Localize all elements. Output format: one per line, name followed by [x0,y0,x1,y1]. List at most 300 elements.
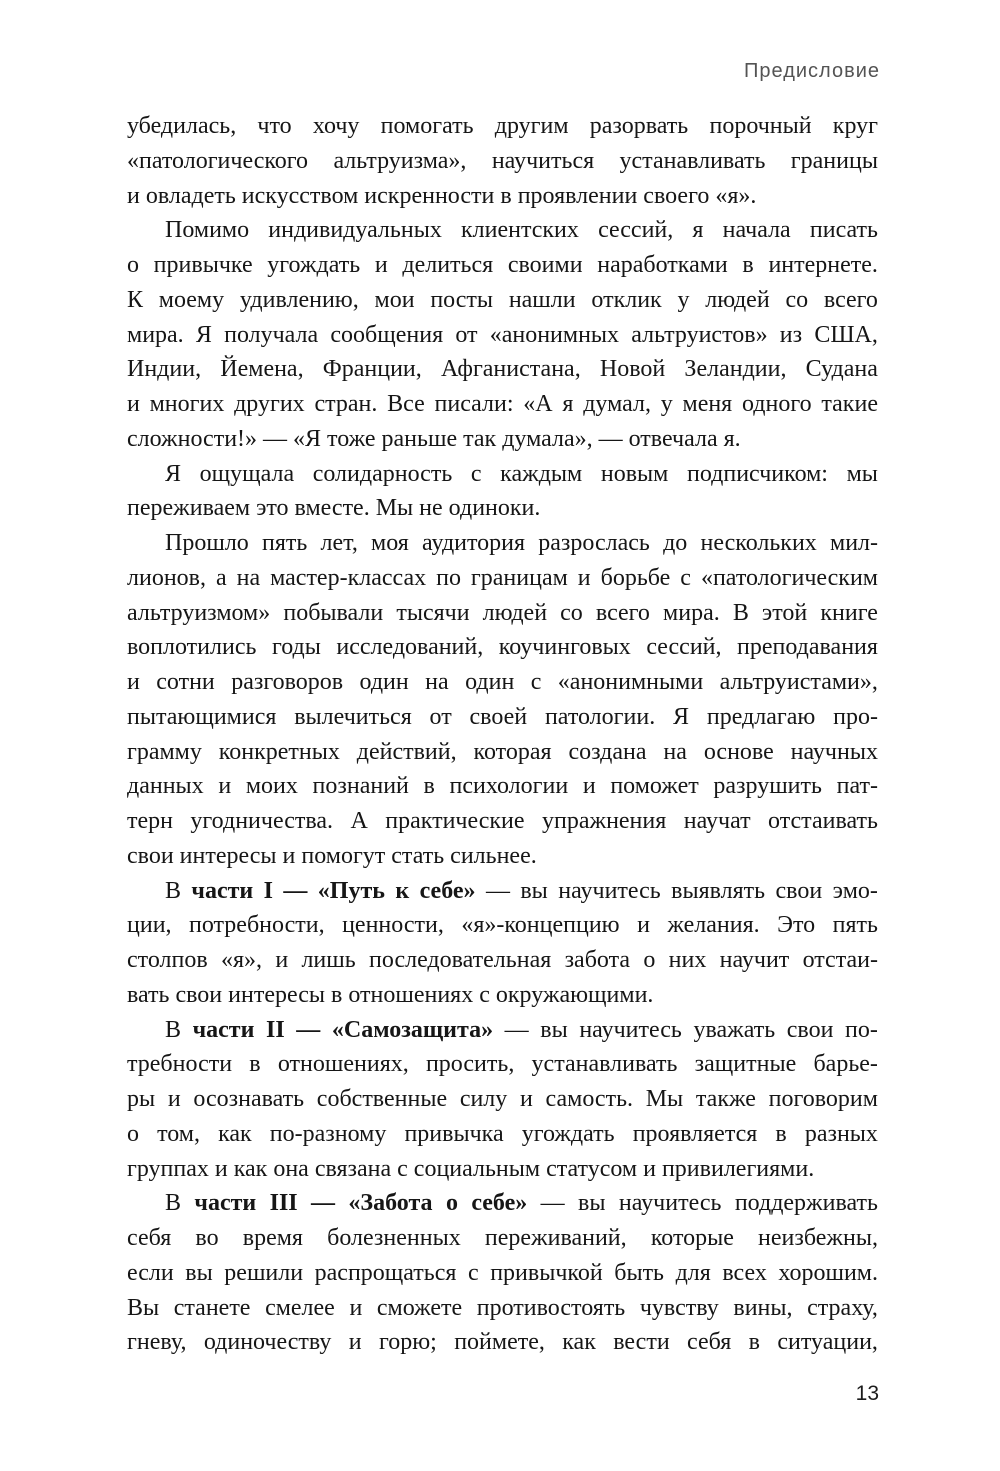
text-line [127,457,878,492]
text-line [127,1013,878,1048]
word: собственные [316,1086,448,1112]
word: Вы [127,1294,160,1321]
word: каждым [500,460,583,487]
word: писать [809,217,878,244]
word: вы [185,1259,213,1286]
word: стран. [314,391,378,417]
word: научитесь [618,1190,722,1217]
word: научитесь [558,877,661,904]
word: действий, [356,738,457,765]
word: привычкой [490,1259,603,1286]
word: а [215,564,227,591]
word: страху, [807,1294,878,1321]
word: вы [578,1190,606,1217]
word: себе» [419,877,476,904]
word: I [263,877,273,904]
word: мы [846,460,878,487]
word: станете [173,1294,251,1321]
word: себя [687,1329,732,1356]
word: научных [790,738,878,765]
text-line [127,561,878,596]
word: барье- [813,1051,878,1078]
word: К [127,286,144,313]
word: мои [374,286,415,313]
text-line [127,596,878,631]
word: них [668,947,707,973]
word: с [470,460,482,487]
word: — [485,877,510,904]
word: для [675,1259,711,1286]
text-line [127,248,878,283]
word: я [692,217,704,244]
word: такие [821,391,878,417]
word: альтруистами», [719,669,878,695]
word: — [283,877,308,904]
word: данных [127,773,204,800]
word: от [429,703,452,730]
word: США, [814,321,878,348]
word: на [236,564,261,591]
word: у [660,391,673,417]
word: по-разному [269,1120,387,1147]
word: гневу, [127,1329,187,1356]
word: хорошим. [778,1259,878,1286]
word: на [425,669,449,695]
word: своими [507,252,583,278]
text-line [127,665,878,700]
running-head: Предисловие [744,60,880,82]
word: о [127,1120,139,1147]
word: разрушить [713,773,822,800]
word: смелее [265,1294,335,1321]
body-text [127,109,878,1360]
word: индивидуальных [268,217,442,244]
word: — [504,1016,529,1043]
word: Мы [645,1086,684,1112]
word: «Забота [348,1190,433,1217]
word: со [785,286,809,313]
word: порочный [709,113,812,139]
text-line [127,839,878,874]
word: коучинговых [498,634,631,661]
word: эмо- [832,877,878,904]
word: уважать [693,1016,776,1043]
word: моих [245,773,298,800]
word: пат- [836,773,878,800]
word: альтруистов» [631,321,768,348]
text-line [127,735,878,770]
word: самость. [545,1086,634,1112]
word: «патологическим [700,564,878,591]
word: угождать [267,252,361,278]
word: других [234,391,305,417]
word: границам [470,564,568,591]
word: мастер-классах [270,564,427,591]
word: начала [722,217,791,244]
word: «анонимными [557,669,704,695]
word: В [165,877,182,904]
word: людей [482,599,548,626]
word: том, [157,1120,200,1147]
word: отклик [591,286,662,313]
word: распрощаться [314,1259,457,1286]
text-run: вать свои интересы в отношениях с окружающими. [127,981,654,1008]
word: — [296,1016,321,1043]
word: сессий, [598,217,674,244]
word: удивлению, [239,286,359,313]
word: противостоять [476,1294,626,1321]
word: до [663,530,688,556]
word: на [663,738,687,765]
word: разговоров [231,669,344,695]
word: горю; [378,1329,437,1356]
word: своей [469,703,528,730]
word: которые [650,1225,734,1251]
word: Судана [805,356,878,383]
word: и [218,773,232,800]
word: одиночеству [203,1329,332,1356]
word: осознавать [193,1086,305,1112]
word: «Самозащита» [331,1016,494,1043]
word: и [275,947,289,973]
text-run: группах и как она связана с социальным статусом и привилегиями. [127,1155,815,1182]
text-line [127,1221,878,1256]
word: привычка [404,1120,504,1147]
text-line [127,422,878,457]
word: II [266,1016,285,1043]
word: ощущала [199,460,295,487]
word: годы [271,634,321,661]
text-line [127,630,878,665]
word: В [165,1016,182,1043]
text-run: свои интересы и помогут стать сильнее. [127,842,537,869]
word: устанавливать [619,147,766,174]
word: новым [600,460,669,487]
word: Прошло [165,530,249,556]
word: вины, [733,1294,793,1321]
word: решили [224,1259,304,1286]
word: в [742,252,754,278]
word: Новой [599,356,666,383]
text-line [127,283,878,318]
word: поможет [610,773,699,800]
word: пять [262,530,308,556]
word: и [637,912,650,939]
word: к [395,877,410,904]
word: желания. [667,912,760,939]
word: одного [742,391,812,417]
word: помогать [380,113,474,139]
text-line [127,1256,878,1291]
word: в [249,1051,261,1078]
word: от [455,321,478,348]
word: разорвать [589,113,689,139]
text-line [127,109,878,144]
word: проявляется [632,1120,758,1147]
word: что [257,113,292,139]
word: из [779,321,803,348]
word: и [167,1086,181,1112]
word: посты [430,286,494,313]
word: с [467,1259,479,1286]
word: и [374,252,388,278]
text-line [127,179,878,214]
word: ценности, [342,912,444,939]
word: Я [195,321,212,348]
word: болезненных [327,1225,461,1251]
word: я [562,391,574,417]
word: наработками [597,252,728,278]
word: психологии [449,773,569,800]
word: сможете [376,1294,463,1321]
word: убедилась, [127,113,237,139]
word: требности [127,1051,233,1078]
word: научит [719,947,790,973]
word: меня [682,391,733,417]
word: по [436,564,461,591]
word: защитные [694,1051,797,1078]
text-run: переживаем это вместе. Мы не одиноки. [127,495,541,522]
word: упражнения [541,808,667,834]
text-line [127,352,878,387]
text-run: и овладеть искусством искренности в проявлении своего «я». [127,182,757,209]
word: угодничества. [190,808,334,834]
word: и [520,1086,533,1112]
word: Это [777,912,816,939]
text-line [127,1186,878,1221]
word: свои [786,1016,834,1043]
word: писали: [434,391,514,417]
word: «я», [220,947,263,973]
word: сотни [156,669,215,695]
word: другим [494,113,569,139]
word: всех [722,1259,767,1286]
word: время [242,1225,303,1251]
word: нескольких [700,530,817,556]
word: книге [820,599,878,626]
text-line [127,144,878,179]
word: о [643,947,656,973]
word: всего [595,599,650,626]
word: просить, [425,1051,515,1078]
word: как [218,1120,252,1147]
word: пять [832,912,878,939]
text-line [127,526,878,561]
text-line [127,1325,878,1360]
word: Помимо [165,217,250,244]
word: конкретных [218,738,340,765]
word: переживаний, [484,1225,627,1251]
word: тысячи [396,599,470,626]
word: поддерживать [734,1190,878,1217]
word: вылечиться [294,703,412,730]
word: и [582,773,596,800]
word: Афганистана, [440,356,581,383]
word: поймете, [454,1329,545,1356]
word: поговорим [768,1086,878,1112]
word: мира. [127,321,184,348]
word: со [560,599,583,626]
word: про- [833,703,878,730]
text-line [127,804,878,839]
word: пытающимися [127,703,277,730]
word: угождать [521,1120,615,1147]
word: многих [149,391,225,417]
word: научиться [491,147,595,174]
word: людей [705,286,770,313]
word: устанавливать [531,1051,678,1078]
word: солидарность [312,460,453,487]
word: всего [823,286,878,313]
word: чувству [639,1294,719,1321]
word: А [350,808,368,834]
word: выявлять [671,877,766,904]
word: отношениях, [277,1051,409,1078]
word: подписчиком: [686,460,828,487]
text-line [127,1047,878,1082]
word: — [540,1190,565,1217]
text-line [127,318,878,353]
word: преподавания [737,634,878,661]
text-line [127,978,878,1013]
text-line [127,874,878,909]
word: свои [775,877,823,904]
word: думал, [583,391,651,417]
word: и [349,1294,363,1321]
word: круг [832,113,878,139]
word: Я [673,703,690,730]
word: сессий, [646,634,722,661]
text-line [127,1082,878,1117]
word: «патологического [127,147,309,174]
word: во [195,1225,219,1251]
word: в [748,1329,761,1356]
text-line [127,491,878,526]
word: и [127,391,140,417]
word: воплотились [127,634,257,661]
word: лишь [301,947,356,973]
word: и [348,1329,362,1356]
word: патологии. [544,703,656,730]
word: «я»-концепцию [461,912,620,939]
word: практические [385,808,525,834]
word: лет, [320,530,358,556]
word: у [677,286,690,313]
word: Я [165,460,182,487]
word: делиться [402,252,494,278]
word: границы [790,147,878,174]
word: один [359,669,409,695]
page-number: 13 [855,1382,879,1405]
word: — [311,1190,336,1217]
word: вести [613,1329,670,1356]
word: также [695,1086,756,1112]
text-line [127,700,878,735]
word: III [269,1190,298,1217]
word: В [732,599,749,626]
text-line [127,908,878,943]
text-line [127,943,878,978]
text-line [127,1117,878,1152]
word: побывали [283,599,384,626]
word: разрослась [538,530,650,556]
text-line [127,213,878,248]
word: один [465,669,515,695]
text-line [127,1291,878,1326]
text-line [127,1152,878,1187]
word: клиентских [460,217,579,244]
word: неизбежны, [758,1225,878,1251]
word: ры [127,1086,156,1112]
word: отстаи- [802,947,878,973]
word: последовательная [369,947,552,973]
word: предлагаю [706,703,816,730]
word: нашли [508,286,576,313]
word: как [562,1329,596,1356]
word: грамму [127,738,202,765]
word: Франции, [322,356,422,383]
word: хочу [312,113,360,139]
word: потребности, [189,912,325,939]
word: лионов, [127,564,206,591]
word: в [775,1120,787,1147]
word: научитесь [579,1016,682,1043]
word: сообщения [330,321,444,348]
word: вы [540,1016,568,1043]
text-line [127,387,878,422]
word: и [127,669,140,695]
word: «Путь [317,877,385,904]
word: Все [387,391,425,417]
word: интернете. [768,252,878,278]
text-run: сложности!» — «Я тоже раньше так думала», — отвечала я. [127,425,741,452]
text-line [127,769,878,804]
word: и [577,564,591,591]
word: основе [703,738,774,765]
word: альтруизма», [333,147,467,174]
word: силу [459,1086,508,1112]
word: Индии, [127,356,202,383]
word: по- [845,1016,878,1043]
word: мира. [663,599,720,626]
word: себя [127,1225,172,1251]
word: части [192,1016,255,1043]
word: себе» [471,1190,528,1217]
word: моему [158,286,225,313]
word: о [127,252,139,278]
word: о [445,1190,458,1217]
word: ситуации, [777,1329,878,1356]
word: альтруизмом» [127,599,271,626]
word: создана [568,738,647,765]
word: В [165,1190,182,1217]
word: которая [473,738,552,765]
word: ции, [127,912,172,939]
word: познаний [312,773,409,800]
word: этой [761,599,808,626]
word: исследований, [336,634,484,661]
word: быть [614,1259,665,1286]
word: моя [371,530,409,556]
word: вы [520,877,548,904]
word: Йемена, [220,356,304,383]
word: научат [683,808,751,834]
word: отстаивать [768,808,878,834]
word: мил- [830,530,878,556]
word: аудитория [422,530,526,556]
word: в [423,773,435,800]
word: терн [127,808,173,834]
